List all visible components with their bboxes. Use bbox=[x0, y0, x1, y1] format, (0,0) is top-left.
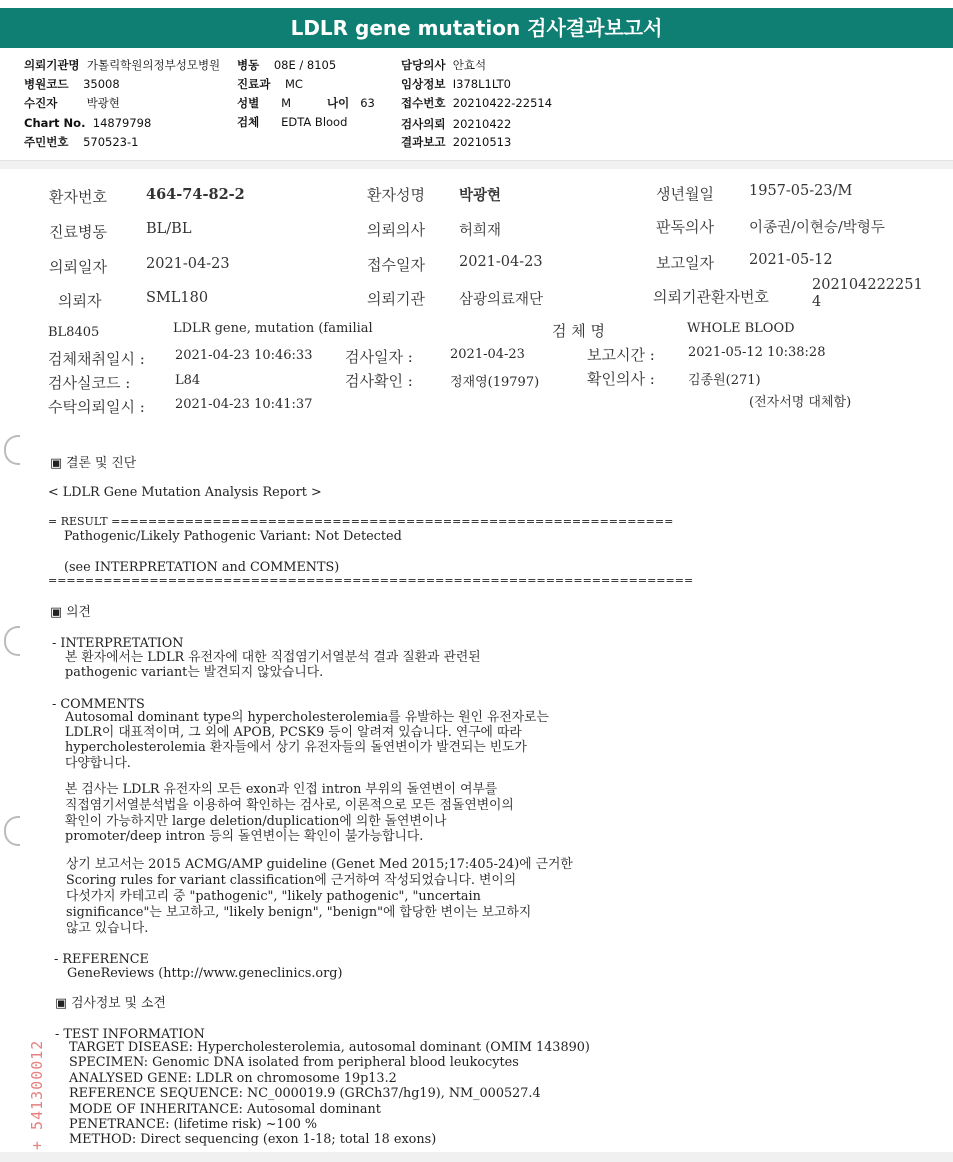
receipt-date: 2021-04-23 bbox=[459, 254, 543, 270]
equals-divider: ====================================================================== bbox=[48, 574, 694, 587]
patient-field-label: 의뢰기관환자번호 bbox=[653, 288, 769, 306]
collect-label: 검체채취일시 : bbox=[48, 350, 145, 368]
testinfo-line: SPECIMEN: Genomic DNA isolated from peripheral blood leukocytes bbox=[69, 1055, 519, 1070]
reporttime-label: 보고시간 : bbox=[587, 346, 655, 364]
testdate-label: 검사일자 : bbox=[345, 348, 413, 366]
patient-field-label: 의뢰기관 bbox=[367, 290, 425, 308]
institution-patient-number-cont: 4 bbox=[812, 294, 822, 310]
header-field: 접수번호 20210422-22514 bbox=[401, 96, 553, 110]
testinfo-line: MODE OF INHERITANCE: Autosomal dominant bbox=[69, 1102, 381, 1117]
page-bottom-edge bbox=[0, 1152, 953, 1162]
patient-field-label: 보고일자 bbox=[656, 254, 714, 272]
patient-field-label: 진료병동 bbox=[49, 223, 107, 241]
test-name: LDLR gene, mutation (familial bbox=[173, 321, 373, 336]
header-field: 담당의사 안효석 bbox=[401, 58, 487, 72]
binder-hole-mark bbox=[4, 626, 20, 656]
request-date: 2021-04-23 bbox=[146, 256, 230, 272]
header-field: 진료과 MC bbox=[237, 77, 303, 91]
comment-line: promoter/deep intron 등의 돌연변이는 확인이 불가능합니다. bbox=[65, 829, 424, 844]
comment-line: hypercholesterolemia 환자들에서 상기 유전자들의 돌연변이가 발견되는 빈도가 bbox=[65, 740, 527, 755]
entrust-label: 수탁의뢰일시 : bbox=[48, 398, 145, 416]
doctor-value: 김종원(271) bbox=[688, 373, 761, 388]
comment-line: 다양합니다. bbox=[65, 756, 131, 771]
section-heading: ▣ 의견 bbox=[50, 605, 91, 620]
testdate-value: 2021-04-23 bbox=[450, 347, 525, 362]
interpretation-title: - INTERPRETATION bbox=[52, 636, 184, 651]
reporttime-value: 2021-05-12 10:38:28 bbox=[688, 345, 826, 360]
section-heading: ▣ 결론 및 진단 bbox=[50, 456, 137, 471]
report-date: 2021-05-12 bbox=[749, 252, 833, 268]
comment-line: 본 검사는 LDLR 유전자의 모든 exon과 인접 intron 부위의 돌연변이 여부를 bbox=[65, 782, 498, 797]
reference-title: - REFERENCE bbox=[54, 952, 149, 967]
section-divider bbox=[0, 160, 953, 169]
header-field: 의뢰기관명 가톨릭학원의정부성모병원 bbox=[24, 58, 221, 72]
requester: SML180 bbox=[146, 290, 209, 306]
comment-line: Autosomal dominant type의 hypercholesterolemia를 유발하는 원인 유전자로는 bbox=[65, 710, 549, 725]
patient-birthdate: 1957-05-23/M bbox=[749, 183, 853, 199]
section-heading: ▣ 검사정보 및 소견 bbox=[55, 996, 166, 1011]
report-subtitle: < LDLR Gene Mutation Analysis Report > bbox=[48, 485, 322, 500]
header-field: Chart No. 14879798 bbox=[24, 116, 152, 130]
patient-field-label: 의뢰의사 bbox=[367, 221, 425, 239]
interpretation-line: pathogenic variant는 발견되지 않았습니다. bbox=[65, 665, 324, 680]
header-field: 검체 EDTA Blood bbox=[237, 115, 348, 129]
reference-line: GeneReviews (http://www.geneclinics.org) bbox=[67, 966, 343, 981]
patient-name: 박광현 bbox=[459, 187, 502, 204]
header-field: 성별 M bbox=[237, 96, 292, 110]
header-field: 임상정보 I378L1LT0 bbox=[401, 77, 511, 91]
specimen-label: 검 체 명 bbox=[552, 322, 606, 340]
confirm-value: 정재영(19797) bbox=[450, 375, 540, 390]
comment-line: 확인이 가능하지만 large deletion/duplication에 의한 돌연변이나 bbox=[65, 814, 447, 829]
header-field: 나이 63 bbox=[327, 96, 375, 110]
comment-line: LDLR이 대표적이며, 그 외에 APOB, PCSK9 등이 알려져 있습니다. 연구에 따라 bbox=[65, 725, 522, 740]
testinfo-line: PENETRANCE: (lifetime risk) ~100 % bbox=[69, 1117, 318, 1132]
comment-line: 않고 있습니다. bbox=[66, 921, 149, 936]
testinfo-line: TARGET DISEASE: Hypercholesterolemia, autosomal dominant (OMIM 143890) bbox=[69, 1040, 590, 1055]
binder-hole-mark bbox=[4, 435, 20, 465]
comment-line: 직접염기서열분석법을 이용하여 확인하는 검사로, 이론적으로 모든 점돌연변이의 bbox=[65, 798, 514, 813]
testinfo-line: REFERENCE SEQUENCE: NC_000019.9 (GRCh37/hg19), NM_000527.4 bbox=[69, 1086, 541, 1101]
header-field: 수진자 박광현 bbox=[24, 96, 120, 110]
confirm-label: 검사확인 : bbox=[345, 372, 413, 390]
testinfo-line: ANALYSED GENE: LDLR on chromosome 19p13.2 bbox=[69, 1071, 397, 1086]
see-note: (see INTERPRETATION and COMMENTS) bbox=[64, 560, 340, 575]
header-field: 검사의뢰 20210422 bbox=[401, 117, 512, 131]
ward: BL/BL bbox=[146, 221, 192, 237]
specimen-value: WHOLE BLOOD bbox=[687, 321, 795, 336]
comment-line: significance"는 보고하고, "likely benign", "benign"에 합당한 변이는 보고하지 bbox=[66, 905, 532, 920]
testinfo-line: METHOD: Direct sequencing (exon 1-18; total 18 exons) bbox=[69, 1132, 437, 1147]
patient-field-label: 생년월일 bbox=[656, 185, 714, 203]
patient-field-label: 의뢰자 bbox=[58, 292, 102, 310]
binder-hole-mark bbox=[4, 816, 20, 846]
room-value: L84 bbox=[175, 373, 201, 388]
comment-line: 상기 보고서는 2015 ACMG/AMP guideline (Genet Med 2015;17:405-24)에 근거한 bbox=[66, 857, 573, 872]
report-title: LDLR gene mutation 검사결과보고서 bbox=[0, 8, 953, 48]
patient-field-label: 접수일자 bbox=[367, 256, 425, 274]
result-line: Pathogenic/Likely Pathogenic Variant: Not Detected bbox=[64, 529, 402, 544]
header-field: 병동 08E / 8105 bbox=[237, 58, 337, 72]
header-field: 주민번호 570523-1 bbox=[24, 135, 139, 149]
patient-id: 464-74-82-2 bbox=[146, 186, 245, 203]
testinfo-title: - TEST INFORMATION bbox=[55, 1027, 205, 1042]
result-header: = RESULT ============================================================= bbox=[48, 515, 674, 528]
patient-field-label: 환자성명 bbox=[367, 186, 425, 204]
comments-title: - COMMENTS bbox=[52, 697, 145, 712]
test-code: BL8405 bbox=[48, 325, 100, 340]
side-serial-number: + 541300012 bbox=[28, 1039, 46, 1150]
comment-line: Scoring rules for variant classification에 근거하여 작성되었습니다. 변이의 bbox=[66, 873, 517, 888]
esign-note: (전자서명 대체함) bbox=[749, 395, 852, 410]
header-field: 병원코드 35008 bbox=[24, 77, 120, 91]
header-field: 결과보고 20210513 bbox=[401, 135, 512, 149]
reading-doctor: 이종권/이현승/박형두 bbox=[749, 220, 885, 236]
institution-patient-number: 202104222251 bbox=[812, 277, 923, 293]
referring-doctor: 허희재 bbox=[459, 223, 502, 239]
doctor-label: 확인의사 : bbox=[587, 370, 655, 388]
room-label: 검사실코드 : bbox=[48, 374, 131, 392]
patient-field-label: 환자번호 bbox=[49, 188, 107, 206]
collect-value: 2021-04-23 10:46:33 bbox=[175, 348, 313, 363]
patient-field-label: 의뢰일자 bbox=[49, 258, 107, 276]
interpretation-line: 본 환자에서는 LDLR 유전자에 대한 직접염기서열분석 결과 질환과 관련된 bbox=[65, 650, 481, 665]
comment-line: 다섯가지 카테고리 중 "pathogenic", "likely pathogenic", "uncertain bbox=[66, 889, 481, 904]
entrust-value: 2021-04-23 10:41:37 bbox=[175, 397, 313, 412]
requesting-institution: 삼광의료재단 bbox=[459, 292, 544, 308]
patient-field-label: 판독의사 bbox=[656, 218, 714, 236]
